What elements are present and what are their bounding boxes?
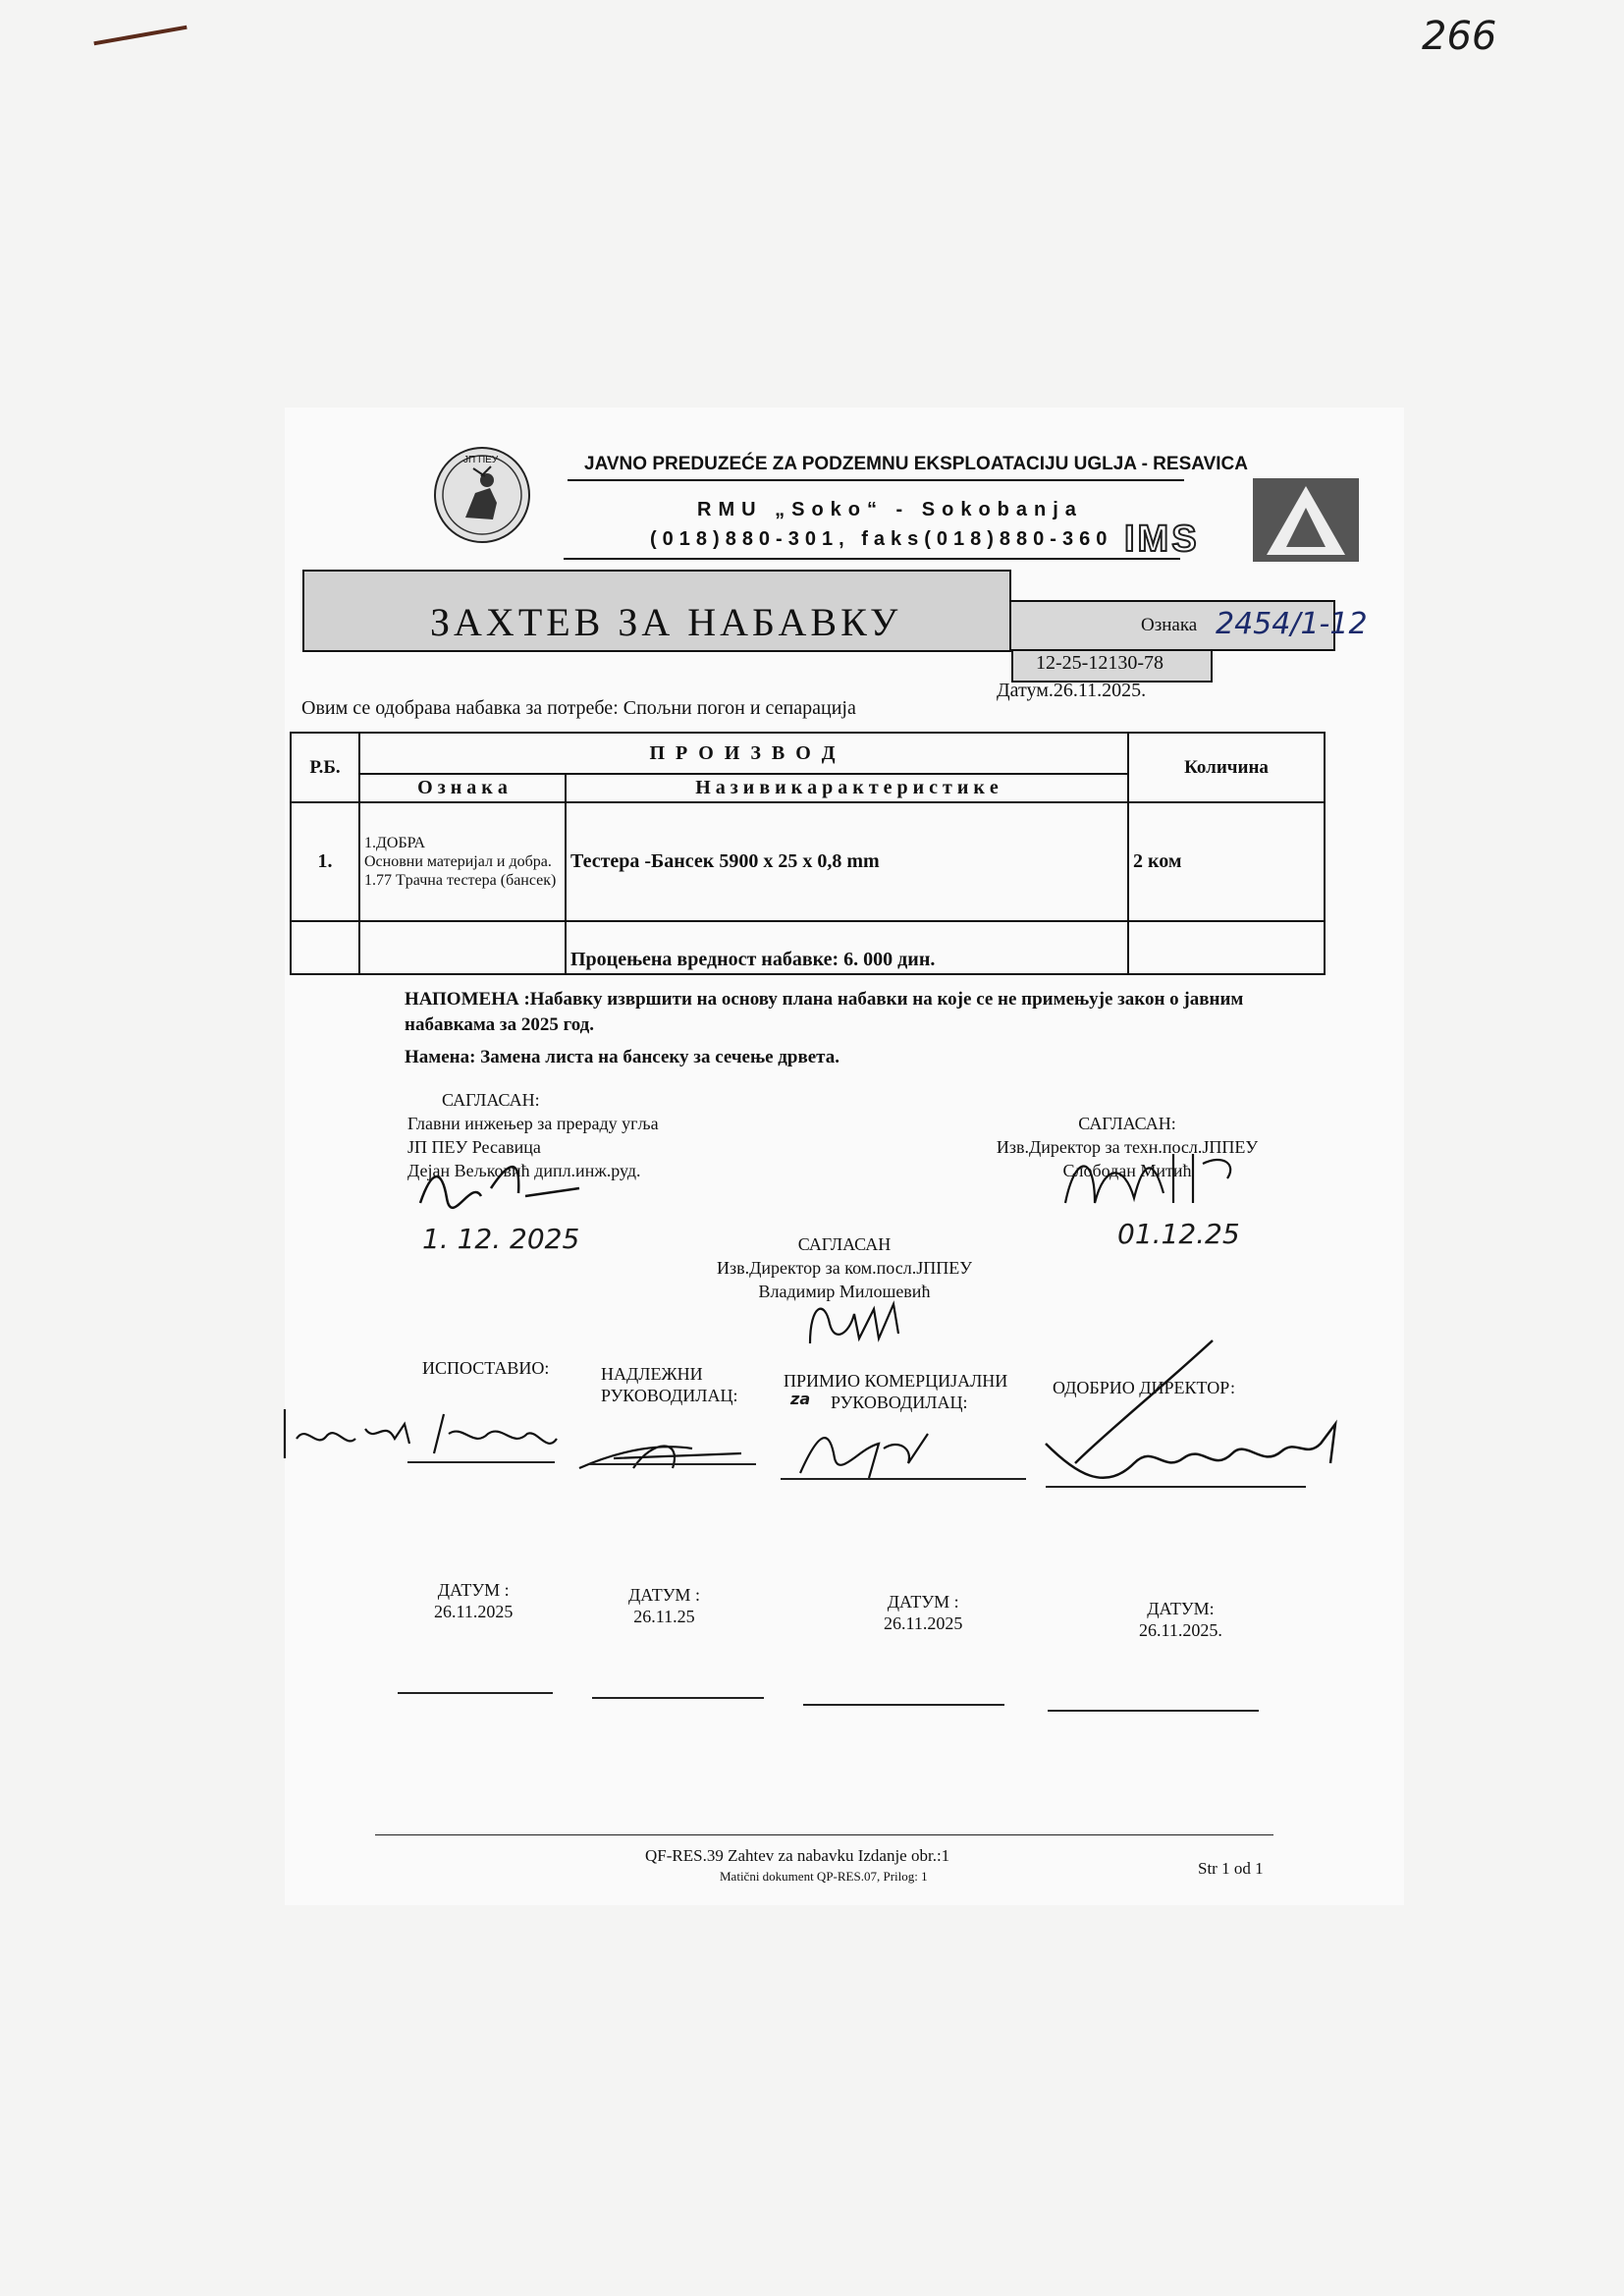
sig-line-3 [781,1478,1026,1480]
row-oznaka-3: 1.77 Тpачна тестера (бансек) [364,872,557,889]
row-oznaka-1: 1.ДОБРА [364,835,426,851]
approval-center-line1: Изв.Директор за ком.посл.ЈППЕУ [717,1258,972,1278]
napomena: НАПОМЕНА :Набавку извршити на основу плана набавки на које се не примењује закон о јавним набавкама за 2025 год. [405,989,1244,1035]
row-oznaka [359,802,566,921]
date-line-4 [1048,1710,1259,1712]
signature-center [800,1294,918,1358]
hand-date-right: 01.12.25 [1117,1218,1240,1250]
company-name: JAVNO PREDUZEĆE ZA PODZEMNU EKSPLOATACIJU UGLJA - RESAVICA [584,454,1248,474]
signature-primio [790,1419,967,1493]
date-label-1: ДАТУМ : [437,1580,510,1600]
date-label-3: ДАТУМ : [887,1592,959,1612]
label-nadlezni-2: РУКОВОДИЛАЦ: [601,1386,738,1405]
approval-left-label: САГЛАСАН: [442,1090,540,1110]
date-block-1 [434,1579,513,1622]
date-line-1 [398,1692,553,1694]
request-code: 12-25-12130-78 [1036,652,1164,674]
date-line-2 [592,1697,764,1699]
col-naziv: Н а з и в и к а р а к т е р и с т и к е [566,774,1128,802]
header-rule-bottom [564,558,1180,560]
company-logo [434,447,530,543]
ims-logo: IMS [1124,519,1200,560]
table-row [291,921,1325,974]
date-value-3: 26.11.2025 [884,1613,963,1633]
col-qty: Количина [1128,733,1325,802]
label-primio-1: ПРИМИО КОМЕРЦИЈАЛНИ [784,1371,1008,1391]
label-primio [784,1370,1007,1413]
signature-nadlezni [574,1429,751,1483]
approval-left-line1: Главни инжењер за прераду угља [407,1114,659,1133]
signature-left [412,1149,589,1223]
col-product: П Р О И З В О Д [359,733,1128,774]
header-rule-top [568,479,1184,481]
sig-line-4 [1046,1486,1306,1488]
hand-date-left: 1. 12. 2025 [422,1223,580,1255]
page-number: 266 [1422,14,1497,59]
table-row [291,802,1325,921]
signature-director [1036,1336,1350,1517]
company-phone: (018)880-301, faks(018)880-360 [650,528,1113,550]
product-table [290,732,1326,975]
row-naziv: Тестера -Бансек 5900 x 25 x 0,8 mm [566,802,1128,921]
date-value-4: 26.11.2025. [1139,1620,1222,1640]
oznaka-label: Ознака [1141,615,1198,635]
pen-mark [93,26,187,46]
label-ispostavio: ИСПОСТАВИО: [422,1358,550,1378]
footer-form-code: QF-RES.39 Zahtev za nabavku Izdanje obr.:1 [645,1846,950,1865]
request-date: Датум.26.11.2025. [997,680,1147,701]
sig-line-1 [407,1461,555,1463]
date-label-2: ДАТУМ : [628,1585,700,1605]
date-line-3 [803,1704,1004,1706]
approval-center-label: САГЛАСАН [797,1234,892,1254]
approval-left-line3: Дејан Вељковић дипл.инж.руд. [407,1161,641,1180]
form-title: ЗАХТЕВ ЗА НАБАВКУ [430,600,902,644]
date-block-2 [628,1584,700,1627]
approval-right-label: САГЛАСАН: [1078,1114,1176,1133]
col-rb: Р.Б. [291,733,359,802]
approval-left-line2: ЈП ПЕУ Ресавица [407,1137,541,1157]
label-odobrio: ОДОБРИО ДИРЕКТОР: [1053,1378,1235,1397]
row-qty: 2 ком [1128,802,1325,921]
ims-emblem [1253,478,1359,562]
footer-matrix: Matični dokument QP-RES.07, Prilog: 1 [720,1869,928,1884]
approval-right-line2: Слободан Митић [1062,1161,1192,1180]
label-nadlezni [601,1363,737,1406]
estimate-value: Процењена вредност набавке: 6. 000 дин. [566,921,1128,974]
date-value-1: 26.11.2025 [434,1602,514,1621]
za-mark: za [790,1390,811,1408]
approval-right-line1: Изв.Директор за техн.посл.ЈППЕУ [996,1137,1259,1157]
label-primio-2: РУКОВОДИЛАЦ: [831,1393,968,1412]
col-oznaka: О з н а к а [359,774,566,802]
footer-page: Str 1 od 1 [1198,1859,1264,1878]
approval-center [687,1232,1001,1303]
sig-line-2 [589,1463,756,1465]
date-block-3 [884,1591,962,1634]
row-rb: 1. [291,802,359,921]
approval-center-line2: Владимир Милошевић [758,1282,931,1301]
date-value-2: 26.11.25 [633,1607,695,1626]
company-unit: RMU „Soko“ - Sokobanja [697,499,1083,520]
namena: Намена: Замена листа на бансеку за сечење дрвета. [405,1047,839,1067]
oznaka-handwritten: 2454/1-12 [1216,607,1368,641]
purpose-line: Овим се одобрава набавка за потребе: Спољни погон и сепарација [301,697,856,719]
label-nadlezni-1: НАДЛЕЖНИ [601,1364,703,1384]
footer-rule [375,1834,1273,1835]
row-oznaka-2: Основни материјал и добра. [364,853,552,870]
date-label-4: ДАТУМ: [1147,1599,1215,1618]
date-block-4 [1139,1598,1222,1641]
logo-text: ЈП ПЕУ [463,455,499,465]
